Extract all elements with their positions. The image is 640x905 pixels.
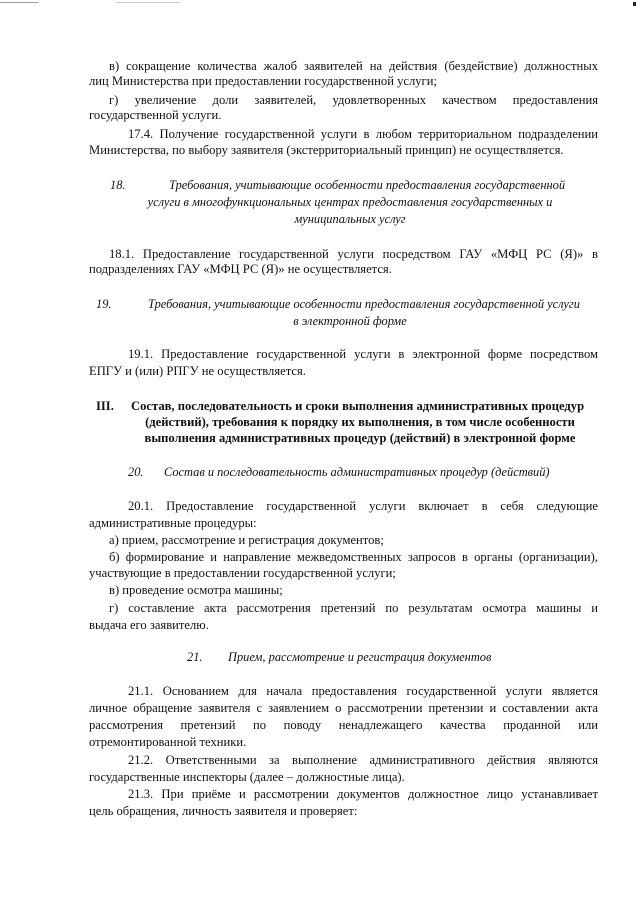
text-line: 20.1. Предоставление государственной услуги включает в себя следующие xyxy=(128,499,598,513)
text-line: 21.3. При приёме и рассмотрении документов должностное лицо устанавливает xyxy=(128,787,598,801)
text-line: государственные инспекторы (далее – должностные лица). xyxy=(89,770,405,784)
text-line: цель обращения, личность заявителя и проверяет: xyxy=(89,804,358,818)
text-line: 19.1. Предоставление государственной услуги в электронной форме посредством xyxy=(128,347,598,361)
section-number: 19. xyxy=(96,297,112,311)
text-line: в) сокращение количества жалоб заявителей на действия (бездействие) должностных xyxy=(109,59,598,73)
list-item: г) составление акта рассмотрения претензий по результатам осмотра машины и xyxy=(109,601,598,615)
section-heading: услуги в многофункциональных центрах предоставления государственных и xyxy=(147,195,553,209)
text-line: г) увеличение доли заявителей, удовлетворенных качеством предоставления xyxy=(109,93,598,107)
section-heading: муниципальных услуг xyxy=(294,212,406,226)
text-line: ЕПГУ и (или) РПГУ не осуществляется. xyxy=(89,364,306,378)
chapter-number: III. xyxy=(96,399,114,413)
scan-artifact-line xyxy=(0,2,38,3)
text-line: административные процедуры: xyxy=(89,516,257,530)
list-item: в) проведение осмотра машины; xyxy=(109,583,283,597)
section-heading: в электронной форме xyxy=(293,314,407,328)
text-line: 18.1. Предоставление государственной услуги посредством ГАУ «МФЦ РС (Я)» в xyxy=(109,247,598,261)
chapter-heading: выполнения административных процедур (действий) в электронной форме xyxy=(144,431,576,445)
scan-artifact-line xyxy=(116,2,180,3)
text-line: участвующие в предоставлении государственной услуги; xyxy=(89,566,396,580)
list-item: б) формирование и направление межведомственных запросов в органы (организации), xyxy=(109,550,598,564)
text-line: подразделениях ГАУ «МФЦ РС (Я)» не осуществляется. xyxy=(89,262,392,276)
section-number: 18. xyxy=(110,178,126,192)
text-line: 21.2. Ответственными за выполнение административного действия являются xyxy=(128,753,598,767)
text-line: государственной услуги. xyxy=(89,108,222,122)
text-line: 17.4. Получение государственной услуги в любом территориальном подразделении xyxy=(128,127,598,141)
list-item: а) прием, рассмотрение и регистрация документов; xyxy=(109,533,384,547)
section-heading: Состав и последовательность административных процедур (действий) xyxy=(164,465,550,479)
section-heading: Требования, учитывающие особенности предоставления государственной услуги xyxy=(148,297,580,311)
chapter-heading: Состав, последовательность и сроки выполнения административных процедур xyxy=(131,399,585,413)
section-number: 20. xyxy=(128,465,144,479)
text-line: отремонтированной техники. xyxy=(89,735,247,749)
text-line: 21.1. Основанием для начала предоставления государственной услуги является xyxy=(128,684,598,698)
text-line: Министерства, по выбору заявителя (экстерриториальный принцип) не осуществляется. xyxy=(89,143,564,157)
text-line: рассмотрения претензий по поводу ненадлежащего качества проданной или xyxy=(89,718,598,732)
scan-artifact-dot xyxy=(633,2,636,6)
section-number: 21. xyxy=(187,650,203,664)
text-line: выдача его заявителю. xyxy=(89,618,209,632)
section-heading: Требования, учитывающие особенности предоставления государственной xyxy=(169,178,566,192)
section-heading: Прием, рассмотрение и регистрация документов xyxy=(228,650,492,664)
text-line: лиц Министерства при предоставлении государственной услуги; xyxy=(89,74,437,88)
text-line: личное обращение заявителя с заявлением о рассмотрении претензии и составлении акта xyxy=(89,701,598,715)
chapter-heading: (действий), требования к порядку их выполнения, в том числе особенности xyxy=(145,415,575,429)
